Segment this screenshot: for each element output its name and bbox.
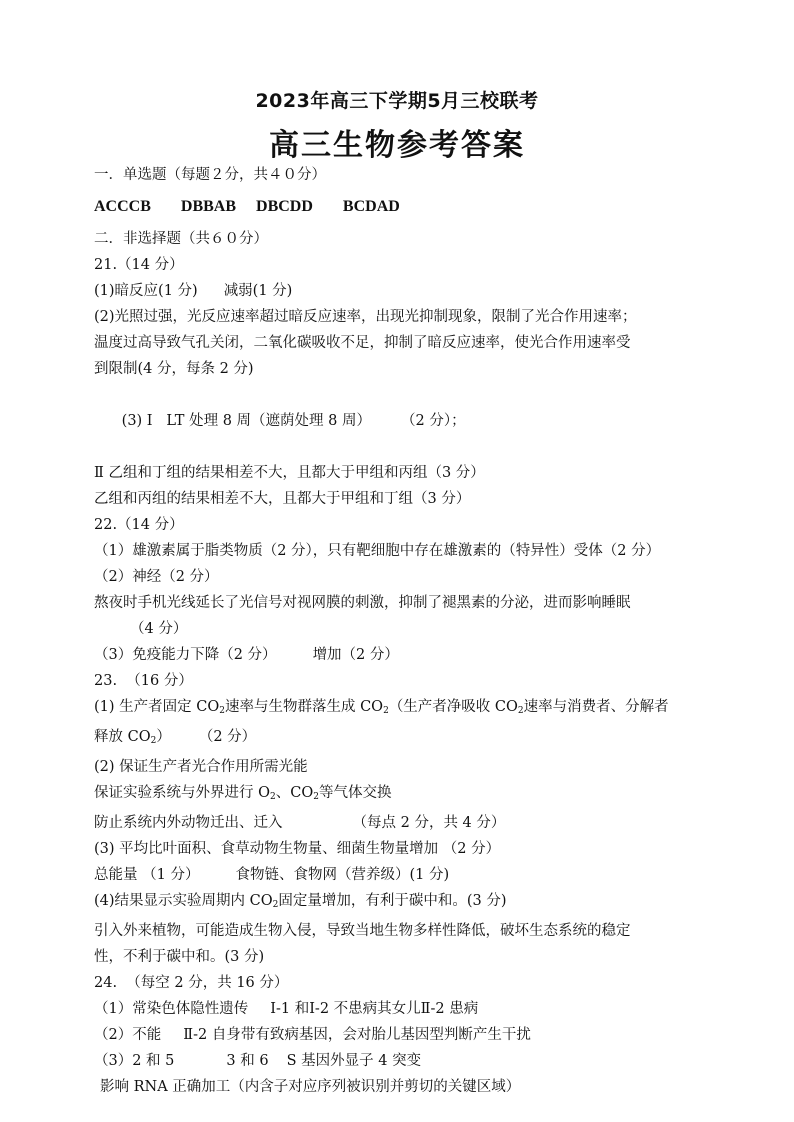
q23-part1-score: （2 分） [198, 729, 257, 745]
q22-part2-score: （4 分） [130, 621, 188, 637]
q24-part2-a: （2）不能 [94, 1027, 162, 1043]
q23-number: 23. （16 分） [94, 673, 193, 689]
q24-number: 24. （每空 2 分，共 16 分） [94, 975, 289, 991]
q21-part1-b: 减弱(1 分) [223, 283, 293, 299]
q22-number: 22.（14 分） [94, 517, 184, 533]
q23-part4-a: (4)结果显示实验周期内 CO [94, 893, 273, 909]
q23-part2-c: 等气体交换 [318, 785, 392, 801]
subscript-2: 2 [272, 900, 279, 910]
q23-part2-d: 防止系统内外动物迁出、迁入 [94, 815, 283, 831]
subscript-2: 2 [270, 792, 276, 802]
q24-part1-b: Ⅰ-1 和Ⅰ-2 不患病其女儿Ⅱ-2 患病 [270, 1001, 479, 1017]
answer-content [94, 162, 734, 1100]
q21-part3-a: (3) Ⅰ LT 处理 8 周（遮荫处理 8 周） [121, 413, 371, 429]
q21-part2-line2: 温度过高导致气孔关闭，二氧化碳吸收不足，抑制了暗反应速率，使光合作用速率受 [94, 335, 631, 351]
q24-part1 [94, 996, 734, 1022]
q23-part1-d: 速率与消费者、分解者 [523, 699, 669, 715]
q21-part1 [94, 278, 734, 304]
q23-part1-c: （生产者净吸收 CO [388, 699, 518, 715]
multiple-choice-answers: ACCCB DBBAB DBCDD BCDAD [94, 198, 400, 215]
q23-part3-line1: (3) 平均比叶面积、食草动物生物量、细菌生物量增加 （2 分） [94, 841, 501, 857]
q24-part3-a: （3）2 和 5 [94, 1053, 175, 1069]
q21-part3 [94, 382, 734, 460]
section1-heading: 一．单选题（每题２分，共４０分） [94, 167, 326, 183]
q23-part1-line2 [94, 724, 734, 754]
q21-part3-ii: Ⅱ 乙组和丁组的结果相差不大，且都大于甲组和丙组（3 分） [94, 465, 485, 481]
exam-title: 2023年高三下学期5月三校联考 [255, 90, 539, 112]
q22-part3 [94, 642, 734, 668]
q23-part1-e: 释放 CO [94, 729, 151, 745]
q23-part2-b: 、CO [275, 785, 314, 801]
q22-part3-a: （3）免疫能力下降（2 分） [94, 647, 277, 663]
q23-part4-line2: 引入外来植物，可能造成生物入侵，导致当地生物多样性降低，破坏生态系统的稳定 [94, 923, 631, 939]
q23-part4-line3: 性，不利于碳中和。(3 分) [94, 949, 265, 965]
q23-part2-score: （每点 2 分，共 4 分） [352, 815, 506, 831]
q22-part2: （2）神经（2 分） [94, 569, 219, 585]
q24-part2 [94, 1022, 734, 1048]
q22-part2-explanation: 熬夜时手机光线延长了光信号对视网膜的刺激，抑制了褪黑素的分泌，进而影响睡眠 [94, 595, 631, 611]
q24-part3-b: 3 和 6 [226, 1053, 269, 1069]
q23-part3-line2 [94, 862, 734, 888]
q23-part3-a: 总能量 （1 分） [94, 867, 200, 883]
q23-part2-a: 保证实验系统与外界进行 O [94, 785, 270, 801]
q23-part1-f: ） [156, 729, 171, 745]
q21-part2-line1: (2)光照过强，光反应速率超过暗反应速率，出现光抑制现象，限制了光合作用速率； [94, 309, 637, 325]
q23-part3-b: 食物链、食物网（营养级）(1 分) [235, 867, 450, 883]
subscript-2: 2 [517, 706, 524, 716]
q23-part4-b: 固定量增加，有利于碳中和。(3 分) [278, 893, 507, 909]
q23-part4-line1 [94, 888, 734, 918]
q23-part1-a: (1) 生产者固定 CO [94, 699, 220, 715]
q24-part1-a: （1）常染色体隐性遗传 [94, 1001, 249, 1017]
q23-part1-line1 [94, 694, 734, 724]
q22-part1: （1）雄激素属于脂类物质（2 分），只有靶细胞中存在雄激素的（特异性）受体（2 分） [94, 543, 661, 559]
q24-part3-c: S 基因外显子 4 突变 [286, 1053, 422, 1069]
subscript-2: 2 [219, 706, 225, 716]
q21-part3-alt: 乙组和丙组的结果相差不大，且都大于甲组和丁组（3 分） [94, 491, 471, 507]
subscript-2: 2 [313, 792, 319, 802]
subscript-2: 2 [150, 736, 157, 746]
q23-part2-line3 [94, 810, 734, 836]
q23-part2-line1: (2) 保证生产者光合作用所需光能 [94, 759, 308, 775]
q24-part3 [94, 1048, 734, 1074]
q21-part1-a: (1)暗反应(1 分) [94, 283, 198, 299]
q23-part2-line2 [94, 780, 734, 810]
q22-part3-b: 增加（2 分） [312, 647, 399, 663]
q24-part3-explanation: 影响 RNA 正确加工（内含子对应序列被识别并剪切的关键区域） [100, 1079, 521, 1095]
subscript-2: 2 [383, 706, 389, 716]
q21-part2-line3: 到限制(4 分，每条 2 分) [94, 361, 254, 377]
section2-heading: 二．非选择题（共６０分） [94, 231, 268, 247]
q23-part1-b: 速率与生物群落生成 CO [224, 699, 384, 715]
q21-number: 21.（14 分） [94, 257, 184, 273]
document-title: 高三生物参考答案 [269, 128, 525, 163]
q24-part2-b: Ⅱ-2 自身带有致病基因，会对胎儿基因型判断产生干扰 [183, 1027, 531, 1043]
q21-part3-b: （2 分）； [400, 413, 466, 429]
